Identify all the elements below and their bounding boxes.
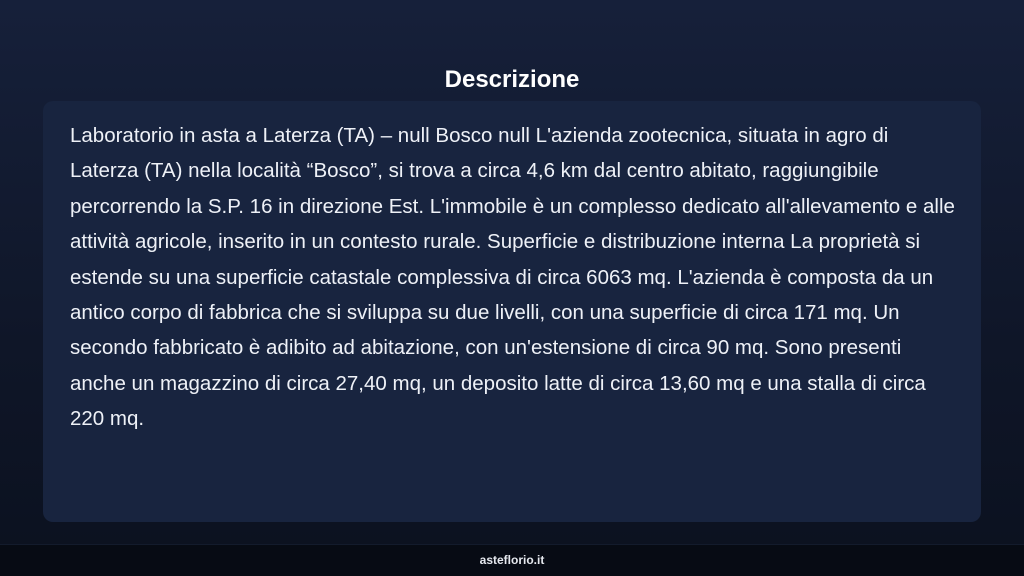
footer-bar [0,544,1024,576]
page-title: Descrizione [444,66,580,94]
description-card [43,101,981,522]
description-text: Laboratorio in asta a Laterza (TA) – null Bosco null L'azienda zootecnica, situata in agro di Laterza (TA) nella località “Bosco”, si trova a circa 4,6 km dal centro abitato, raggiungibile percorrendo la S.P. 16 in direzione Est. L'immobile è un complesso dedicato all'allevamento e alle attività agricole, inserito in un contesto rurale. Superficie e distribuzione interna La proprietà si estende su una superficie catastale complessiva di circa 6063 mq. L'azienda è composta da un antico corpo di fabbrica che si sviluppa su due livelli, con una superficie di circa 171 mq. Un secondo fabbricato è adibito ad abitazione, con un'estensione di circa 90 mq. Sono presenti anche un magazzino di circa 27,40 mq, un deposito latte di circa 13,60 mq e una stalla di circa 220 mq. [70,124,955,431]
site-name: asteflorio.it [479,553,545,567]
